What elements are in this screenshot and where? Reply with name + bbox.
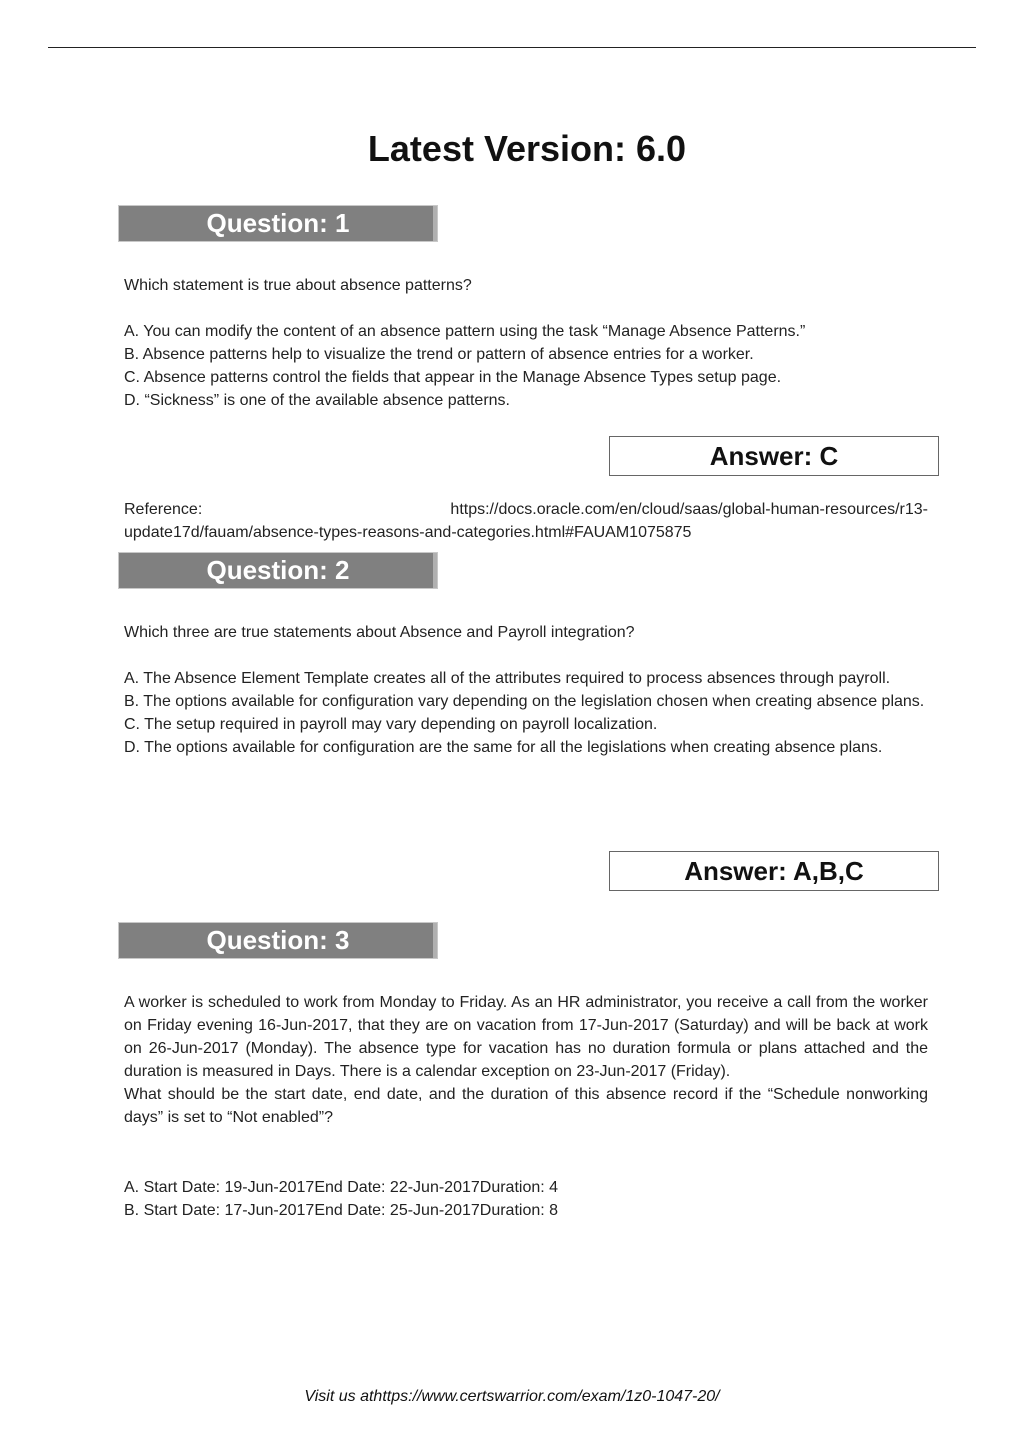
page-title: Latest Version: 6.0 xyxy=(367,128,687,169)
question-1-options xyxy=(124,320,928,412)
question-1-option-d: D. “Sickness” is one of the available absence patterns. xyxy=(124,392,510,409)
reference-link-part1[interactable]: https://docs.oracle.com/en/cloud/saas/global-human-resources/r13- xyxy=(450,501,928,518)
reference-link-part2[interactable]: update17d/fauam/absence-types-reasons-and-categories.html#FAUAM1075875 xyxy=(124,524,692,541)
question-1-option-a: A. You can modify the content of an absence pattern using the task “Manage Absence Patterns.” xyxy=(124,323,806,340)
question-3-option-a: A. Start Date: 19-Jun-2017End Date: 22-Jun-2017Duration: 4 xyxy=(124,1179,559,1196)
footer-visit-link[interactable]: Visit us athttps://www.certswarrior.com/exam/1z0-1047-20/ xyxy=(304,1388,720,1405)
question-2-option-b: B. The options available for configuration vary depending on the legislation chosen when creating absence plans. xyxy=(124,693,925,710)
question-2-option-a: A. The Absence Element Template creates all of the attributes required to process absences through payroll. xyxy=(124,670,891,687)
question-2-option-d: D. The options available for configuration are the same for all the legislations when creating absence plans. xyxy=(124,739,883,756)
question-2-option-c: C. The setup required in payroll may vary depending on payroll localization. xyxy=(124,716,658,733)
question-1-option-b: B. Absence patterns help to visualize the trend or pattern of absence entries for a worker. xyxy=(124,346,754,363)
question-3-scenario: A worker is scheduled to work from Monday to Friday. As an HR administrator, you receive a call from the worker on Friday evening 16-Jun-2017, that they are on vacation from 17-Jun-2017 (Saturday) and will be back at work on 26-Jun-2017 (Monday). The absence type for vacation has no duration formula or plans attached and the duration is measured in Days. There is a calendar exception on 23-Jun-2017 (Friday). xyxy=(124,994,928,1080)
question-3-prompt: What should be the start date, end date, and the duration of this absence record if the “Schedule nonworking days” is set to “Not enabled”? xyxy=(124,1086,928,1126)
question-2-options xyxy=(124,667,928,759)
question-1-heading: Question: 1 xyxy=(118,205,438,242)
question-3-option-b: B. Start Date: 17-Jun-2017End Date: 25-Jun-2017Duration: 8 xyxy=(124,1202,559,1219)
question-2-answer: Answer: A,B,C xyxy=(609,851,939,891)
question-1-text: Which statement is true about absence patterns? xyxy=(124,277,472,294)
question-3-heading: Question: 3 xyxy=(118,922,438,959)
question-2-text: Which three are true statements about Absence and Payroll integration? xyxy=(124,624,635,641)
question-1-option-c: C. Absence patterns control the fields that appear in the Manage Absence Types setup page. xyxy=(124,369,782,386)
question-1-answer: Answer: C xyxy=(609,436,939,476)
header-rule xyxy=(48,47,976,48)
question-1-reference xyxy=(124,498,928,544)
question-2-heading: Question: 2 xyxy=(118,552,438,589)
question-3-options xyxy=(124,1176,928,1222)
question-3-text xyxy=(124,991,928,1129)
reference-label: Reference: xyxy=(124,501,203,518)
